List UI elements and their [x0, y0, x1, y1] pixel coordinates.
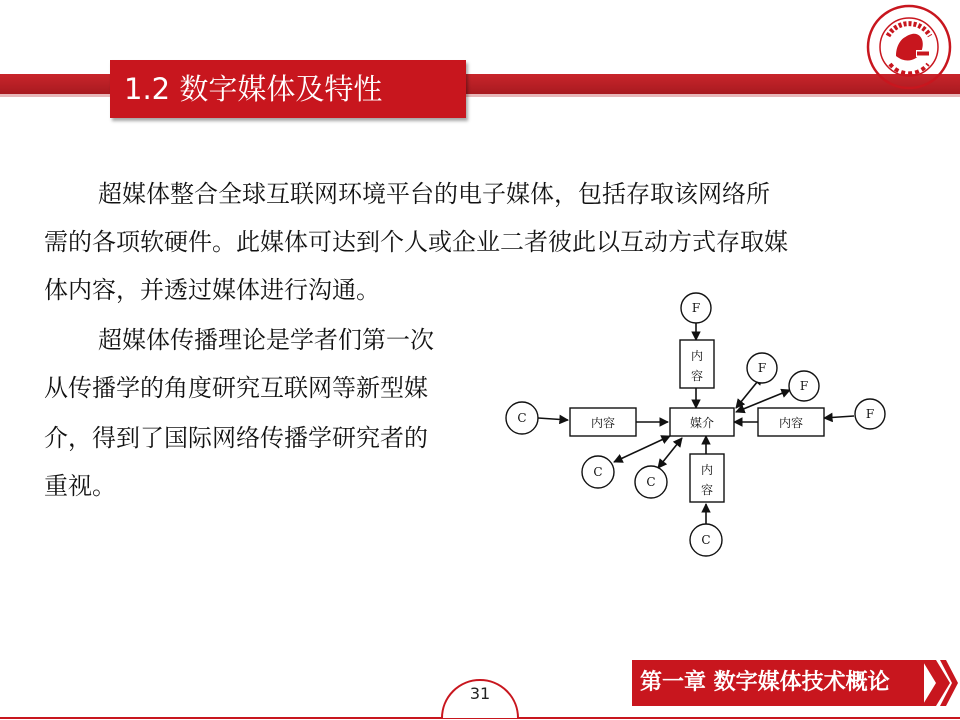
text-line: 体内容，并透过媒体进行沟通。 — [44, 276, 380, 304]
university-seal-logo — [866, 4, 952, 90]
source-label: F — [865, 407, 875, 421]
consumer-label: C — [701, 533, 711, 547]
arrow — [614, 436, 670, 462]
text-line: 介，得到了国际网络传播学研究者的 — [44, 424, 428, 452]
content-node-label: 容 — [690, 369, 704, 383]
page-number: 31 — [469, 684, 491, 703]
consumer-label: C — [646, 475, 656, 489]
consumer-label: C — [593, 465, 603, 479]
source-label: F — [799, 379, 809, 393]
content-node-label: 内容 — [590, 416, 616, 430]
text-line: 需的各项软硬件。此媒体可达到个人或企业二者彼此以互动方式存取媒 — [44, 228, 788, 256]
content-node-label: 内容 — [778, 416, 804, 430]
chapter-title: 第一章 数字媒体技术概论 — [640, 670, 890, 695]
content-node-label: 容 — [700, 483, 714, 497]
hypermedia-diagram — [500, 290, 900, 570]
consumer-label: C — [517, 411, 527, 425]
source-label: F — [757, 361, 767, 375]
center-node-label: 媒介 — [689, 416, 715, 430]
text-line: 从传播学的角度研究互联网等新型媒 — [44, 374, 428, 402]
slide-title: 1.2 数字媒体及特性 — [124, 72, 383, 106]
arrow — [824, 416, 854, 418]
chevron-right-icon — [922, 660, 958, 706]
content-node-label: 内 — [690, 349, 704, 363]
source-label: F — [691, 301, 701, 315]
arrow — [658, 438, 682, 468]
text-line: 超媒体传播理论是学者们第一次 — [98, 326, 434, 354]
arrow — [538, 418, 568, 420]
text-line: 重视。 — [44, 472, 116, 500]
text-line: 超媒体整合全球互联网环境平台的电子媒体，包括存取该网络所 — [98, 180, 770, 208]
content-node-label: 内 — [700, 463, 714, 477]
